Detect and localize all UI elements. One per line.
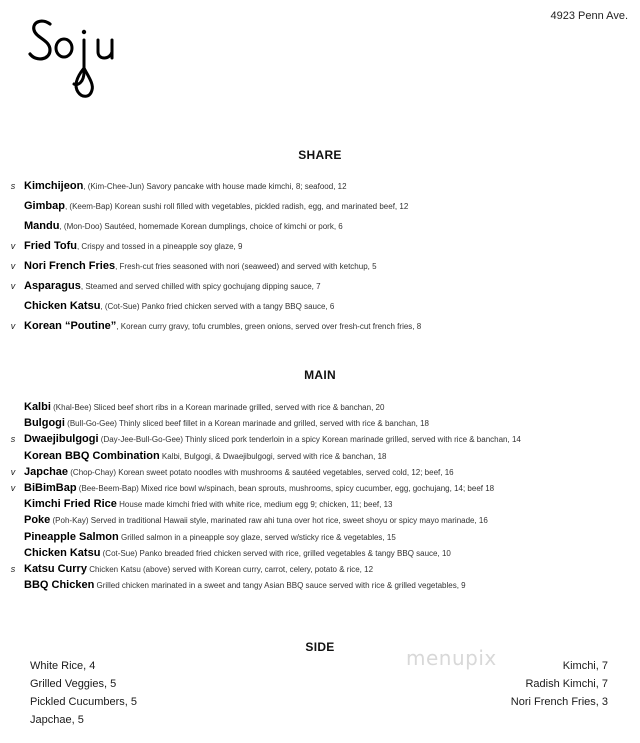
menu-item-name: Nori French Fries [24, 260, 116, 272]
menu-item-description: Panko breaded fried chicken served with rice, grilled vegetables & tangy BBQ sauce, 10 [137, 548, 451, 558]
menu-item-text [24, 237, 242, 256]
menu-item-text [24, 177, 347, 196]
menu-item-description: Grilled salmon in a pineapple soy glaze, served w/sticky rice & vegetables, 15 [118, 532, 396, 542]
menu-item [0, 576, 640, 594]
menu-item-text [24, 317, 421, 336]
menu-item-name: Gimbap [24, 200, 65, 212]
menu-item-description: Sautéed, homemade Korean dumplings, choice of kimchi or pork, 6 [102, 222, 343, 231]
section-title-share: SHARE [298, 148, 342, 162]
side-item: Nori French Fries, 3 [510, 696, 608, 708]
menu-item-name: Mandu [24, 220, 60, 232]
menu-item-name: Chicken Katsu [24, 546, 101, 559]
menu-item-name: Poke [24, 514, 51, 527]
menu-item-description: Korean sushi roll filled with vegetables, pickled radish, egg, and marinated beef, 12 [112, 202, 409, 211]
menu-item-description: House made kimchi fried with white rice, medium egg 9; chicken, 11; beef, 13 [116, 500, 393, 510]
diet-mark: v [10, 281, 16, 291]
diet-mark: s [10, 181, 16, 191]
menu-item [0, 257, 640, 275]
menupix-watermark: menupix [406, 646, 497, 670]
menu-item-name: Kimchi Fried Rice [24, 498, 117, 511]
menu-item-description: Grilled chicken marinated in a sweet and tangy Asian BBQ sauce served with rice & grilled vegetables, 9 [94, 581, 466, 591]
side-item: Grilled Veggies, 5 [30, 678, 117, 690]
menu-item-pronunciation: (Bull-Go-Gee) [64, 419, 117, 429]
menu-item [0, 217, 640, 235]
menu-item-name: Bulgogi [24, 417, 65, 430]
menu-item-description: Fresh-cut fries seasoned with nori (seaweed) and served with ketchup, 5 [117, 262, 377, 271]
menu-item-description: Served in traditional Hawaii style, marinated raw ahi tuna over hot rice, sweet shoyu or spicy mayo marinade, 16 [88, 516, 488, 526]
menu-item-text [24, 576, 466, 595]
menu-item-pronunciation: , [115, 262, 118, 271]
menu-item-pronunciation: , (Mon-Doo) [59, 222, 103, 231]
menu-item-pronunciation: , [80, 282, 84, 291]
side-item: Japchae, 5 [30, 714, 84, 726]
menu-item-text [24, 297, 334, 316]
menu-item-description: Panko fried chicken served with a tangy BBQ sauce, 6 [139, 302, 335, 311]
menu-item-name: BBQ Chicken [24, 579, 95, 592]
diet-mark: v [10, 261, 16, 271]
menu-item-pronunciation: , [76, 242, 80, 251]
menu-item-name: Katsu Curry [24, 563, 87, 575]
menu-item-description: Steamed and served chilled with spicy gochujang dipping sauce, 7 [83, 282, 321, 291]
menu-item-name: Korean BBQ Combination [24, 449, 160, 462]
diet-mark: s [10, 564, 16, 574]
section-title-main: MAIN [304, 368, 336, 382]
menu-item-name: Dwaejibulgogi [24, 433, 99, 446]
menu-item-pronunciation: (Cot-Sue) [100, 548, 138, 558]
menu-item-text [24, 217, 343, 236]
menu-item-description: Thinly sliced beef fillet in a Korean marinade and grilled, served with rice & banchan, 18 [116, 419, 429, 429]
menu-item-name: Kalbi [24, 401, 51, 413]
soju-logo [28, 6, 124, 106]
menu-item-description: Savory pancake with house made kimchi, 8; seafood, 12 [144, 182, 347, 191]
diet-mark: v [10, 483, 16, 493]
restaurant-address: 4923 Penn Ave. [550, 10, 628, 22]
menu-item-pronunciation: , [116, 322, 119, 331]
menu-item-text [24, 257, 377, 276]
menu-item [0, 297, 640, 315]
diet-mark: v [10, 321, 16, 331]
side-item: Pickled Cucumbers, 5 [30, 696, 137, 708]
diet-mark: v [10, 466, 16, 477]
side-item: Radish Kimchi, 7 [525, 678, 608, 690]
menu-item-pronunciation: , (Cot-Sue) [100, 302, 140, 311]
menu-item-name: Fried Tofu [24, 240, 77, 252]
section-title-side: SIDE [305, 640, 335, 654]
menu-item-name: Korean “Poutine” [24, 320, 117, 332]
menu-item [0, 197, 640, 215]
menu-item-description: Kalbi, Bulgogi, & Dwaejibulgogi, served with rice & banchan, 18 [159, 451, 387, 461]
menu-item-description: Korean curry gravy, tofu crumbles, green onions, served over fresh-cut french fries, 8 [118, 322, 422, 331]
menu-item-name: BiBimBap [24, 482, 77, 494]
menu-item-text [24, 197, 408, 216]
menu-item-pronunciation: , (Kim-Chee-Jun) [83, 182, 145, 191]
menu-item-description: Sliced beef short ribs in a Korean marinade grilled, served with rice & banchan, 20 [91, 403, 385, 412]
menu-item-pronunciation: (Day-Jee-Bull-Go-Gee) [98, 435, 184, 445]
menu-item [0, 237, 640, 255]
menu-item-pronunciation: (Khal-Bee) [50, 403, 92, 412]
menu-item-pronunciation: (Chop-Chay) [68, 467, 117, 477]
menu-item-name: Chicken Katsu [24, 300, 101, 312]
menu-item-pronunciation: (Poh-Kay) [50, 516, 89, 526]
side-item: Kimchi, 7 [562, 660, 608, 672]
menu-item-description: Mixed rice bowl w/spinach, bean sprouts, mushrooms, spicy cucumber, egg, gochujang, 14; beef 18 [138, 484, 495, 493]
menu-item-name: Japchae [24, 465, 69, 478]
menu-item-name: Kimchijeon [24, 180, 84, 192]
menu-item-description: Thinly sliced pork tenderloin in a spicy Korean marinade grilled, served with rice & banchan, 14 [183, 435, 521, 445]
menu-item [0, 177, 640, 195]
menu-item-name: Pineapple Salmon [24, 530, 119, 543]
menu-item-pronunciation: , (Keem-Bap) [64, 202, 113, 211]
side-item: White Rice, 4 [30, 660, 96, 672]
diet-mark: s [10, 434, 16, 445]
menu-item-name: Asparagus [24, 280, 81, 292]
menu-item-description: Crispy and tossed in a pineapple soy glaze, 9 [79, 242, 243, 251]
menu-item-description: Korean sweet potato noodles with mushrooms & sautéed vegetables, served cold, 12; beef, 16 [116, 467, 454, 477]
menu-item [0, 277, 640, 295]
menu-item [0, 317, 640, 335]
menu-item-text [24, 277, 321, 296]
menu-item-description: Chicken Katsu (above) served with Korean curry, carrot, celery, potato & rice, 12 [86, 565, 374, 574]
menu-item-pronunciation: (Bee-Beem-Bap) [76, 484, 139, 493]
diet-mark: v [10, 241, 16, 251]
